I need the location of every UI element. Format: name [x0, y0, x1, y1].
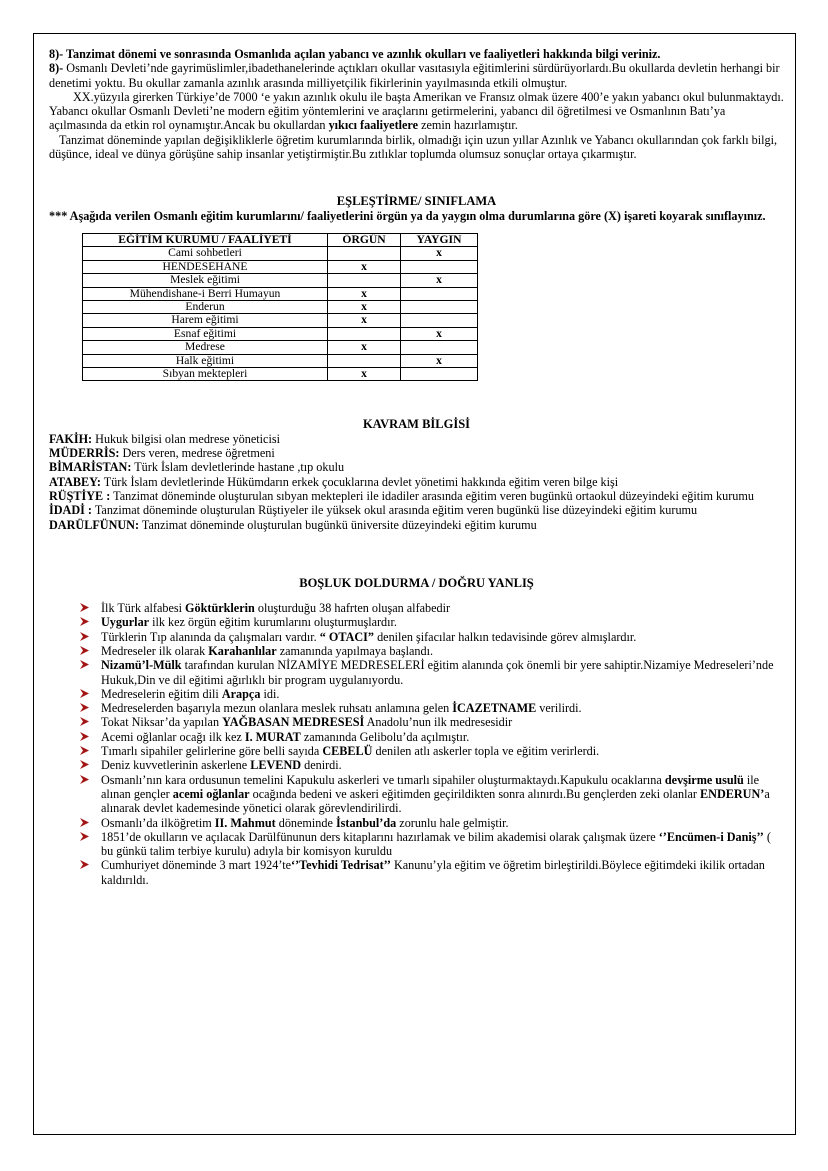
- list-item: [49, 615, 784, 629]
- item-text: İlk Türk alfabesi: [101, 601, 186, 616]
- item-text: zorunlu hale gelmiştir.: [396, 815, 509, 830]
- list-item: [49, 730, 784, 744]
- list-item: [49, 715, 784, 729]
- bullet-arrow-icon: [79, 859, 90, 873]
- concept-term: BİMARİSTAN:: [49, 460, 132, 475]
- yaygin-cell: [401, 287, 478, 300]
- emphasis-text: ‘’Tevhidi Tedrisat’’: [291, 858, 391, 873]
- emphasis-text: LEVEND: [250, 758, 302, 773]
- concept-term: MÜDERRİS:: [49, 446, 120, 461]
- item-text: Osmanlı’da ilköğretim: [101, 815, 215, 830]
- table-row: [83, 314, 478, 327]
- concept-definition: Ders veren, medrese öğretmeni: [119, 446, 275, 461]
- document-body: [49, 47, 784, 887]
- bullet-arrow-icon: [79, 659, 90, 673]
- item-text: denirdi.: [301, 758, 342, 773]
- list-item: [49, 858, 784, 887]
- orgun-cell: x: [328, 301, 401, 314]
- list-item: [49, 701, 784, 715]
- institution-cell: Halk eğitimi: [83, 354, 328, 367]
- list-item: [49, 830, 784, 859]
- table-row: [83, 327, 478, 340]
- yaygin-cell: x: [401, 274, 478, 287]
- emphasis-text: “ OTACI”: [319, 629, 375, 644]
- concepts-title: KAVRAM BİLGİSİ: [362, 417, 471, 432]
- yaygin-cell: x: [401, 354, 478, 367]
- emphasis-text: ENDERUN’: [700, 786, 765, 801]
- concept-definition: Hukuk bilgisi olan medrese yöneticisi: [92, 431, 280, 446]
- classification-table: [82, 233, 478, 381]
- question-title: 8)- Tanzimat dönemi ve sonrasında Osmanlıda açılan yabancı ve azınlık okulları ve faaliyetleri hakkında bilgi veriniz.: [49, 47, 661, 61]
- yaygin-cell: [401, 260, 478, 273]
- emphasis-text: II. Mahmut: [214, 815, 276, 830]
- item-text: zamanında Gelibolu’da açılmıştır.: [300, 729, 470, 744]
- bullet-arrow-icon: [79, 616, 90, 630]
- answer-paragraph-3: Tanzimat döneminde yapılan değişikliklerle öğretim kurumlarında birlik, olmadığı için uzun yıllar Azınlık ve Yabancı okullarından çok farklı bilgi, düşünce, ideal ve dünya görüşüne sahip insanlar yetiştirmiştir.Bu zıtlıklar toplumda olumsuz sonuçlar ortaya çıkarmıştır.: [49, 132, 778, 162]
- item-text: denilen atlı askerler topla ve eğitim verirlerdi.: [372, 744, 600, 759]
- concept-term: RÜŞTİYE :: [49, 488, 111, 503]
- matching-instruction: *** Aşağıda verilen Osmanlı eğitim kurumlarını/ faaliyetlerini örgün ya da yaygın olma durumlarına göre (X) işareti koyarak sınıflayınız.: [49, 208, 766, 223]
- item-text: döneminde: [275, 815, 336, 830]
- table-header-row: [83, 233, 478, 246]
- orgun-cell: x: [328, 314, 401, 327]
- bullet-arrow-icon: [79, 702, 90, 716]
- concept-term: İDADİ :: [49, 503, 92, 518]
- concept-definition: Tanzimat döneminde oluşturulan bugünkü üniversite düzeyindeki eğitim kurumu: [139, 517, 537, 532]
- table-row: [83, 287, 478, 300]
- concept-item: [49, 432, 784, 446]
- list-item: [49, 630, 784, 644]
- item-text: Kanunu’yla eğitim ve öğretim birleştirildi.Böylece eğitimdeki ikilik ortadan kaldırıldı.: [101, 858, 765, 887]
- orgun-cell: [328, 274, 401, 287]
- answer-paragraph-2: XX.yüzyıla girerken Türkiye’de 7000 ‘e yakın azınlık okulu ile başta Amerikan ve Fransız olmak üzere 400’e yakın yabancı okul bulunmaktaydı. Yabancı okullar Osmanlı Devleti’ne modern eğitim yöntemlerini ve araçlarını getirmelerini, yabancı dil öğretilmesi ve Osmanlının Batı’ya açılmasında da etkin rol oynamıştır.Ancak bu okullardan yıkıcı faaliyetlere zemin hazırlamıştır.: [49, 89, 784, 133]
- item-text: oluşturduğu 38 hafrten oluşan alfabedir: [254, 601, 451, 616]
- emphasis-text: devşirme usulü: [664, 772, 744, 787]
- item-text: 1851’de okulların ve açılacak Darülfünunun ders kitaplarını hazırlamak ve bilim akademisi olarak çalışmak üzere: [101, 829, 659, 844]
- table-row: [83, 247, 478, 260]
- fill-list: [49, 601, 784, 887]
- institution-cell: HENDESEHANE: [83, 260, 328, 273]
- list-item: [49, 758, 784, 772]
- institution-cell: Meslek eğitimi: [83, 274, 328, 287]
- emphasis-text: İCAZETNAME: [452, 701, 537, 716]
- list-item: [49, 773, 784, 816]
- item-text: denilen şifacılar halkın tedavisinde görev almışlardır.: [374, 629, 637, 644]
- item-text: Anadolu’nun ilk medresesidir: [364, 715, 513, 730]
- concept-term: DARÜLFÜNUN:: [49, 517, 140, 532]
- institution-cell: Enderun: [83, 301, 328, 314]
- item-text: Tokat Niksar’da yapılan: [101, 715, 223, 730]
- institution-cell: Medrese: [83, 341, 328, 354]
- answer-paragraph-1: 8)- Osmanlı Devleti’nde gayrimüslimler,ibadethanelerinde açtıkları okullar vasıtasıyla eğitimlerini sürdürüyorlardı.Bu okullarda devletin herhangi bir denetimi yoktu. Bu okullar zamanla azınlık arasında milliyetçilik fikirlerinin yayılmasında etkili olmuştur.: [49, 61, 780, 90]
- item-text: zamanında yapılmaya başlandı.: [276, 644, 434, 658]
- item-text: Medreselerden başarıyla mezun olanlara meslek ruhsatı anlamına gelen: [101, 701, 453, 716]
- yaygin-cell: x: [401, 327, 478, 340]
- header-yaygin: YAYGIN: [401, 233, 478, 246]
- list-item: [49, 601, 784, 615]
- table-row: [83, 368, 478, 381]
- concept-item: [49, 503, 784, 517]
- item-text: idi.: [260, 686, 280, 701]
- table-row: [83, 260, 478, 273]
- emphasis-text: Uygurlar: [101, 615, 150, 630]
- orgun-cell: x: [328, 260, 401, 273]
- bullet-arrow-icon: [79, 745, 90, 759]
- list-item: [49, 644, 784, 658]
- bullet-arrow-icon: [79, 831, 90, 845]
- institution-cell: Sıbyan mektepleri: [83, 368, 328, 381]
- emphasis-text: Arapça: [221, 686, 261, 701]
- concept-term: FAKİH:: [49, 431, 93, 446]
- table-row: [83, 274, 478, 287]
- table-row: [83, 301, 478, 314]
- yaygin-cell: [401, 368, 478, 381]
- institution-cell: Cami sohbetleri: [83, 247, 328, 260]
- header-institution: EĞİTİM KURUMU / FAALİYETİ: [83, 233, 328, 246]
- emphasis-text: YAĞBASAN MEDRESESİ: [222, 715, 365, 730]
- item-text: tarafından kurulan NİZAMİYE MEDRESELERİ eğitim alanında çok önemli bir yere sahiptir.Nizamiye Medreseleri’nde Hukuk,Din ve dil eğitimi ağırlıklı bir program uygulanıyordu.: [101, 658, 774, 687]
- list-item: [49, 744, 784, 758]
- concept-term: ATABEY:: [49, 474, 101, 489]
- concept-definition: Tanzimat döneminde oluşturulan sıbyan mektepleri ile idadiler arasında eğitim veren bugünkü ortaokul düzeyindeki eğitim kurumu: [110, 488, 754, 503]
- concept-item: [49, 475, 784, 489]
- item-text: Türklerin Tıp alanında da çalışmaları vardır.: [101, 629, 320, 644]
- orgun-cell: [328, 354, 401, 367]
- header-orgun: ÖRGÜN: [328, 233, 401, 246]
- bullet-arrow-icon: [79, 631, 90, 645]
- emphasis-text: Nizamü’l-Mülk: [101, 658, 182, 673]
- orgun-cell: [328, 327, 401, 340]
- list-item: [49, 658, 784, 687]
- concept-item: [49, 446, 784, 460]
- emphasis-text: acemi oğlanlar: [172, 786, 250, 801]
- table-row: [83, 341, 478, 354]
- bullet-arrow-icon: [79, 688, 90, 702]
- concept-definition: Türk İslam devletlerinde Hükümdarın erkek çocuklarına devlet yönetimi hakkında eğitim veren bilge kişi: [100, 474, 619, 489]
- concept-item: [49, 518, 784, 532]
- item-text: ( bu günkü talim terbiye kurulu) adıyla bir komisyon kuruldu: [101, 829, 771, 859]
- emphasis-text: İstanbul’da: [335, 815, 397, 830]
- bullet-arrow-icon: [79, 731, 90, 745]
- concept-definition: Tanzimat döneminde oluşturulan Rüştiyeler ile yüksek okul arasında eğitim veren bugünkü lise düzeyindeki eğitim kurumu: [92, 503, 698, 518]
- item-text: Osmanlı’nın kara ordusunun temelini Kapukulu askerleri ve tımarlı sipahiler oluşturmaktaydı.Kapukulu ocaklarına: [101, 772, 665, 787]
- fill-title: BOŞLUK DOLDURMA / DOĞRU YANLIŞ: [299, 575, 534, 590]
- item-text: Tımarlı sipahiler gelirlerine göre belli sayıda: [101, 744, 323, 759]
- concept-definition: Türk İslam devletlerinde hastane ,tıp okulu: [131, 460, 345, 475]
- item-text: Medreselerin eğitim dili: [101, 686, 222, 701]
- orgun-cell: x: [328, 287, 401, 300]
- yaygin-cell: [401, 314, 478, 327]
- item-text: ile alınan gençler: [101, 772, 760, 801]
- item-text: Medreseler ilk olarak: [101, 644, 209, 658]
- emphasis-text: Karahanlılar: [208, 644, 277, 658]
- bullet-arrow-icon: [79, 602, 90, 616]
- bullet-arrow-icon: [79, 759, 90, 773]
- concepts-list: [49, 432, 784, 532]
- concept-item: [49, 489, 784, 503]
- yaygin-cell: [401, 341, 478, 354]
- bullet-arrow-icon: [79, 774, 90, 788]
- list-item: [49, 687, 784, 701]
- bullet-arrow-icon: [79, 645, 90, 659]
- emphasis-text: CEBELÜ: [322, 744, 373, 759]
- table-row: [83, 354, 478, 367]
- concept-item: [49, 460, 784, 474]
- item-text: ocağında bedeni ve askeri eğitimden geçirildikten sonra alınırdı.Bu gençlerden zeki olanlar: [249, 786, 701, 801]
- item-text: Acemi oğlanlar ocağı ilk kez: [101, 729, 245, 744]
- matching-title: EŞLEŞTİRME/ SINIFLAMA: [336, 194, 497, 209]
- list-item: [49, 816, 784, 830]
- emphasis-text: ‘’Encümen-i Daniş’’: [658, 829, 764, 844]
- institution-cell: Harem eğitimi: [83, 314, 328, 327]
- bullet-arrow-icon: [79, 716, 90, 730]
- yaygin-cell: x: [401, 247, 478, 260]
- institution-cell: Mühendishane-i Berri Humayun: [83, 287, 328, 300]
- item-text: Deniz kuvvetlerinin askerlene: [101, 758, 251, 773]
- item-text: ilk kez örgün eğitim kurumlarını oluşturmuşlardır.: [149, 615, 397, 630]
- yaygin-cell: [401, 301, 478, 314]
- item-text: verilirdi.: [536, 701, 582, 716]
- bullet-arrow-icon: [79, 817, 90, 831]
- emphasis-text: Göktürklerin: [185, 601, 255, 616]
- emphasis-text: I. MURAT: [244, 729, 301, 744]
- item-text: a alınarak devlet kademesinde yönetici olarak görevlendirilirdi.: [101, 786, 770, 816]
- institution-cell: Esnaf eğitimi: [83, 327, 328, 340]
- orgun-cell: [328, 247, 401, 260]
- orgun-cell: x: [328, 341, 401, 354]
- item-text: Cumhuriyet döneminde 3 mart 1924’te: [101, 858, 292, 873]
- orgun-cell: x: [328, 368, 401, 381]
